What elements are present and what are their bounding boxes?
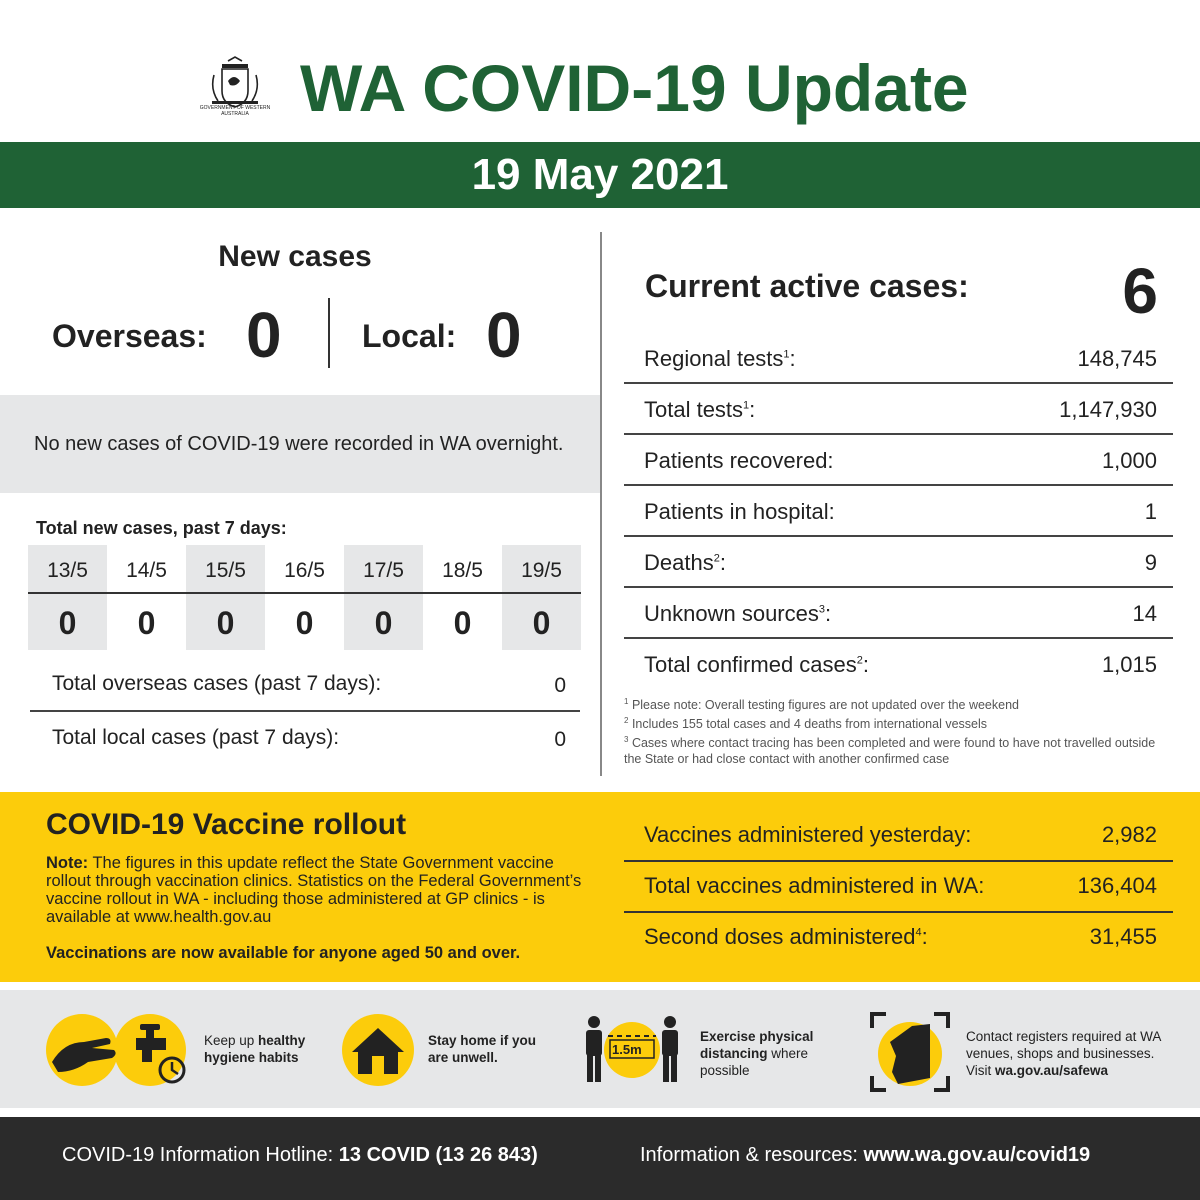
overseas-week-row — [30, 660, 580, 712]
stat-rule — [624, 586, 1173, 588]
stat-value: 9 — [1144, 550, 1157, 575]
vaccine-value: 31,455 — [1089, 924, 1157, 949]
day-value: 0 — [374, 605, 393, 641]
stat-rule — [624, 382, 1173, 384]
stat-value: 1,015 — [1101, 652, 1157, 677]
overseas-label: Overseas: — [52, 318, 207, 354]
local-value: 0 — [486, 299, 522, 371]
active-cases-label: Current active cases: — [645, 268, 969, 304]
vaccine-note: Note: The figures in this update reflect the State Government vaccine rollout through vaccination clinics. Statistics on the Federal Government’s vaccine rollout in WA - including those administered at GP clinics - is available at www.health.gov.au — [46, 854, 582, 926]
vaccine-row — [624, 863, 1173, 914]
stat-row — [624, 436, 1173, 487]
stat-rule — [624, 484, 1173, 486]
stat-label: Regional tests$^1$: — [644, 346, 796, 371]
day-cell — [28, 545, 107, 650]
day-value: 0 — [295, 605, 314, 641]
vaccine-label: Vaccines administered yesterday: — [644, 822, 972, 847]
stat-label: Unknown sources$^3$: — [644, 601, 832, 626]
stat-value: 1,000 — [1101, 448, 1157, 473]
footnote: $^2$ Includes 155 total cases and 4 deaths from international vessels — [624, 716, 988, 732]
day-cell — [186, 545, 265, 650]
distancing-tip: Exercise physical distancing where possible — [700, 1029, 814, 1078]
vaccine-value: 2,982 — [1101, 822, 1157, 847]
vaccine-rule — [624, 911, 1173, 913]
vaccine-label: Total vaccines administered in WA: — [644, 873, 985, 898]
day-date: 18/5 — [442, 559, 483, 582]
vaccine-rule — [624, 860, 1173, 862]
footnotes — [624, 694, 1174, 767]
day-date: 19/5 — [521, 559, 562, 582]
column-divider — [600, 232, 602, 776]
stat-row — [624, 385, 1173, 436]
footnote: $^1$ Please note: Overall testing figures are not updated over the weekend — [624, 697, 1019, 713]
stat-label: Patients in hospital: — [644, 499, 835, 524]
house-icon — [340, 1012, 416, 1088]
page-title: WA COVID-19 Update — [300, 51, 969, 125]
day-value: 0 — [453, 605, 472, 641]
day-cell — [502, 545, 581, 650]
stat-label: Total confirmed cases$^2$: — [644, 652, 870, 677]
local-week-row — [30, 714, 580, 766]
overseas-week-value: 0 — [554, 674, 566, 697]
new-cases-summary: No new cases of COVID-19 were recorded in WA overnight. — [0, 395, 600, 493]
day-value: 0 — [137, 605, 156, 641]
stay-home-tip: Stay home if you are unwell. — [428, 1033, 537, 1065]
vaccine-row — [624, 914, 1173, 965]
vaccine-title: COVID-19 Vaccine rollout — [46, 808, 407, 841]
local-label: Local: — [362, 318, 457, 354]
day-value: 0 — [216, 605, 235, 641]
vaccine-row — [624, 812, 1173, 863]
stat-value: 1,147,930 — [1059, 397, 1157, 422]
day-value: 0 — [532, 605, 551, 641]
stat-rule — [624, 535, 1173, 537]
hotline: COVID-19 Information Hotline: 13 COVID (13 26 843) — [62, 1144, 538, 1166]
vaccine-value: 136,404 — [1077, 873, 1157, 898]
stat-label: Total tests$^1$: — [644, 397, 756, 422]
stat-row — [624, 589, 1173, 640]
hygiene-tip: Keep up healthy hygiene habits — [204, 1033, 306, 1065]
distance-badge: 1.5m — [612, 1042, 642, 1057]
day-cell — [423, 545, 502, 650]
local-week-label: Total local cases (past 7 days): — [52, 726, 340, 749]
stat-row — [624, 334, 1173, 385]
new-cases-heading: New cases — [218, 240, 372, 273]
qr-scan-icon — [870, 1012, 950, 1092]
stat-value: 148,745 — [1077, 346, 1157, 371]
header — [0, 0, 1200, 142]
footer — [0, 1117, 1200, 1200]
week-heading: Total new cases, past 7 days: — [36, 518, 287, 538]
week-totals-rule — [30, 710, 580, 712]
stat-value: 1 — [1144, 499, 1157, 524]
stat-row — [624, 640, 1173, 691]
footnote: $^3$ Cases where contact tracing has been completed and were found to have not travelled outside the State or had close contact with another confirmed case — [624, 735, 1156, 767]
overseas-week-label: Total overseas cases (past 7 days): — [52, 672, 382, 695]
date-banner: 19 May 2021 — [0, 142, 1200, 208]
stat-row — [624, 487, 1173, 538]
day-cell — [265, 545, 344, 650]
safewa-tip: Contact registers required at WA venues, shops and businesses. Visit wa.gov.au/safewa — [966, 1029, 1161, 1078]
health-tips — [0, 990, 1200, 1108]
active-cases-value: 6 — [1122, 255, 1158, 327]
day-cell — [107, 545, 186, 650]
week-grid — [28, 545, 581, 650]
day-date: 14/5 — [126, 559, 167, 582]
resources-link[interactable]: Information & resources: www.wa.gov.au/covid19 — [640, 1144, 1091, 1166]
day-cell — [344, 545, 423, 650]
week-rule — [28, 592, 581, 594]
day-value: 0 — [58, 605, 77, 641]
day-date: 13/5 — [47, 559, 88, 582]
crest-caption: GOVERNMENT OF WESTERN AUSTRALIA — [199, 105, 271, 117]
day-date: 17/5 — [363, 559, 404, 582]
stat-rule — [624, 433, 1173, 435]
overseas-value: 0 — [246, 299, 282, 371]
new-cases-divider — [328, 298, 330, 368]
stat-row — [624, 538, 1173, 589]
local-week-value: 0 — [554, 728, 566, 751]
stat-rule — [624, 637, 1173, 639]
day-date: 15/5 — [205, 559, 246, 582]
stat-label: Deaths$^2$: — [644, 550, 726, 575]
day-date: 16/5 — [284, 559, 325, 582]
stat-value: 14 — [1132, 601, 1157, 626]
hand-washing-icon — [44, 1012, 194, 1088]
vaccine-label: Second doses administered$^4$: — [644, 924, 928, 949]
vaccine-availability: Vaccinations are now available for anyone aged 50 and over. — [46, 944, 521, 962]
stat-label: Patients recovered: — [644, 448, 834, 473]
